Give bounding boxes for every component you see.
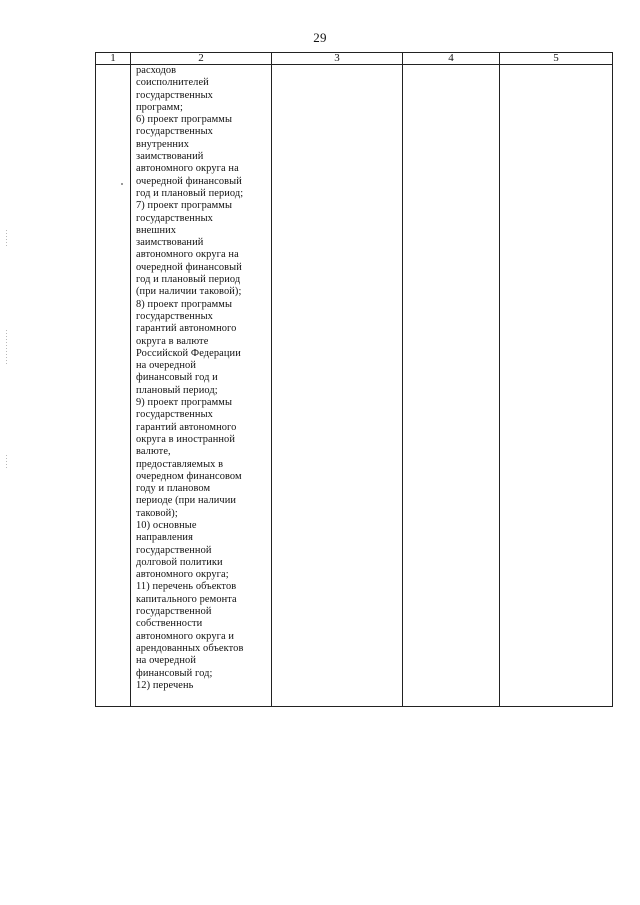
col2-text-line: периоде (при наличии: [136, 495, 237, 507]
col2-text-line: финансовый год;: [136, 667, 213, 679]
col2-text-line: год и плановый период: [136, 274, 241, 286]
column-header-3: 3: [272, 53, 403, 65]
column-header-5: 5: [500, 53, 613, 65]
col2-text-line: внешних: [136, 224, 177, 236]
table-cell-col2: [131, 65, 272, 707]
col2-text-line: очередной финансовый: [136, 175, 242, 187]
col2-text-line: заимствований: [136, 151, 204, 163]
col2-text-line: капитального ремонта: [136, 593, 237, 605]
table-cell-col1: [96, 65, 131, 707]
col2-text-block: [131, 65, 271, 692]
col2-text-line: 11) перечень объектов: [136, 581, 237, 593]
scan-margin-mark: [6, 230, 7, 248]
col2-text-line: долговой политики: [136, 556, 223, 568]
col2-text-line: Российской Федерации: [136, 347, 241, 359]
col2-text-line: на очередной: [136, 655, 197, 667]
col2-text-line: на очередной: [136, 360, 197, 372]
col2-text-line: год и плановый период;: [136, 187, 244, 199]
col2-text-line: арендованных объектов: [136, 642, 244, 654]
col2-text-line: автономного округа;: [136, 569, 229, 581]
scan-margin-mark: [6, 455, 7, 469]
col2-text-line: (при наличии таковой);: [136, 286, 242, 298]
table-header-row: [96, 53, 613, 65]
col2-text-line: государственной: [136, 544, 212, 556]
col2-text-line: 7) проект программы: [136, 200, 233, 212]
document-table: [95, 52, 613, 707]
col2-text-line: 10) основные: [136, 519, 197, 531]
col2-text-line: очередной финансовый: [136, 261, 242, 273]
col2-text-line: валюте,: [136, 446, 171, 458]
col2-text-line: плановый период;: [136, 384, 218, 396]
col2-text-line: году и плановом: [136, 483, 211, 495]
col2-text-line: округа в иностранной: [136, 433, 236, 445]
col2-text-line: государственной: [136, 606, 212, 618]
col2-text-line: автономного округа на: [136, 249, 239, 261]
col2-text-line: 12) перечень: [136, 679, 194, 691]
col2-text-line: расходов: [136, 65, 177, 76]
col2-text-line: заимствований: [136, 237, 204, 249]
col2-text-line: соисполнителей: [136, 77, 209, 89]
col2-text-line: финансовый год и: [136, 372, 218, 384]
col2-text-line: таковой);: [136, 507, 178, 519]
col2-text-line: автономного округа на: [136, 163, 239, 175]
table-cell-col3: [272, 65, 403, 707]
table-row: [96, 65, 613, 707]
col2-text-line: предоставляемых в: [136, 458, 224, 470]
column-header-1: 1: [96, 53, 131, 65]
table-cell-col4: [403, 65, 500, 707]
col2-text-line: 6) проект программы: [136, 114, 233, 126]
col2-text-line: собственности: [136, 618, 203, 630]
col2-text-line: автономного округа и: [136, 630, 235, 642]
col2-text-line: программ;: [136, 101, 183, 113]
col2-text-line: гарантий автономного: [136, 421, 237, 433]
page-number: 29: [313, 30, 327, 45]
column-header-4: 4: [403, 53, 500, 65]
col2-text-line: 8) проект программы: [136, 298, 233, 310]
col2-text-line: внутренних: [136, 138, 190, 150]
col2-text-line: гарантий автономного: [136, 323, 237, 335]
col2-text-line: государственных: [136, 409, 213, 421]
col2-text-line: государственных: [136, 89, 213, 101]
scan-margin-mark: [6, 330, 7, 364]
col2-text-line: 9) проект программы: [136, 397, 233, 409]
col2-text-line: очередном финансовом: [136, 470, 242, 482]
col2-text-line: направления: [136, 532, 193, 544]
column-header-2: 2: [131, 53, 272, 65]
col2-text-line: округа в валюте: [136, 335, 209, 347]
col2-text-line: государственных: [136, 126, 213, 138]
table-cell-col5: [500, 65, 613, 707]
col2-text-line: государственных: [136, 212, 213, 224]
col2-text-line: государственных: [136, 310, 213, 322]
